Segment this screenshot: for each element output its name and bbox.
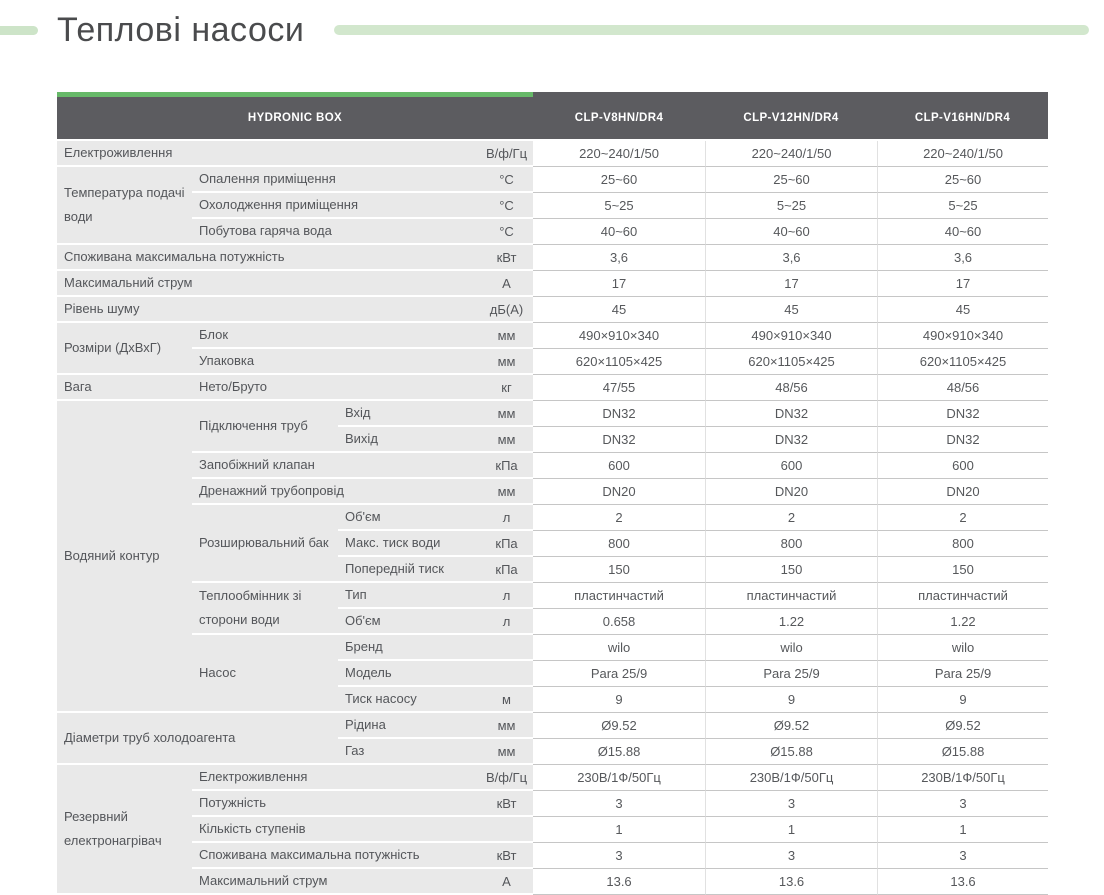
page-title: Теплові насоси: [57, 10, 305, 49]
value-cell: 220~240/1/50: [877, 141, 1048, 167]
value-cell: 3: [705, 843, 877, 869]
spec-label-cell: Тиск насосу: [338, 687, 480, 713]
spec-label-cell: Максимальний струм: [57, 271, 480, 297]
value-cell: пластинчастий: [877, 583, 1048, 609]
header-cell-model-1: CLP-V8HN/DR4: [533, 92, 705, 141]
header-cell-product-group: HYDRONIC BOX: [57, 92, 533, 141]
unit-cell: °C: [480, 167, 533, 193]
category-cell: Температура подачі води: [57, 167, 192, 245]
subcategory-cell: Дренажний трубопровід: [192, 479, 480, 505]
category-cell: Резервний електронагрівач: [57, 765, 192, 895]
spec-label-cell: Об'єм: [338, 609, 480, 635]
title-accent-line-right: [334, 25, 1089, 35]
value-cell: 40~60: [877, 219, 1048, 245]
spec-label-cell: Побутова гаряча вода: [192, 219, 480, 245]
value-cell: 150: [877, 557, 1048, 583]
value-cell: Ø9.52: [533, 713, 705, 739]
value-cell: 47/55: [533, 375, 705, 401]
subcategory-cell: Споживана максимальна потужність: [192, 843, 480, 869]
value-cell: Ø9.52: [705, 713, 877, 739]
unit-cell: кВт: [480, 791, 533, 817]
spec-row: [57, 505, 1048, 531]
unit-cell: мм: [480, 427, 533, 453]
spec-row: [57, 349, 1048, 375]
spec-label-cell: Бренд: [338, 635, 480, 661]
value-cell: 490×910×340: [533, 323, 705, 349]
spec-label-cell: Тип: [338, 583, 480, 609]
spec-label-cell: Модель: [338, 661, 480, 687]
spec-label-cell: Вхід: [338, 401, 480, 427]
value-cell: 17: [705, 271, 877, 297]
value-cell: 5~25: [877, 193, 1048, 219]
unit-cell: мм: [480, 479, 533, 505]
unit-cell: кг: [480, 375, 533, 401]
value-cell: DN32: [705, 427, 877, 453]
spec-row: [57, 271, 1048, 297]
subcategory-cell: Потужність: [192, 791, 480, 817]
unit-cell: [480, 817, 533, 843]
value-cell: 620×1105×425: [705, 349, 877, 375]
value-cell: 230В/1Ф/50Гц: [705, 765, 877, 791]
spec-row: [57, 453, 1048, 479]
spec-label-cell: Блок: [192, 323, 480, 349]
unit-cell: кПа: [480, 531, 533, 557]
spec-row: [57, 401, 1048, 427]
value-cell: 17: [533, 271, 705, 297]
value-cell: 13.6: [533, 869, 705, 895]
value-cell: DN32: [877, 401, 1048, 427]
spec-label-cell: Опалення приміщення: [192, 167, 480, 193]
value-cell: 0.658: [533, 609, 705, 635]
title-accent-dash-left: [0, 26, 38, 35]
value-cell: 25~60: [705, 167, 877, 193]
unit-cell: мм: [480, 401, 533, 427]
unit-cell: мм: [480, 323, 533, 349]
value-cell: 1: [533, 817, 705, 843]
value-cell: Para 25/9: [705, 661, 877, 687]
value-cell: Para 25/9: [877, 661, 1048, 687]
unit-cell: А: [480, 869, 533, 895]
unit-cell: В/ф/Гц: [480, 141, 533, 167]
category-cell: Діаметри труб холодоагента: [57, 713, 338, 765]
spec-label-cell: Охолодження приміщення: [192, 193, 480, 219]
value-cell: 600: [533, 453, 705, 479]
subcategory-cell: Розширювальний бак: [192, 505, 338, 583]
unit-cell: м: [480, 687, 533, 713]
value-cell: 17: [877, 271, 1048, 297]
value-cell: 230В/1Ф/50Гц: [533, 765, 705, 791]
spec-row: [57, 479, 1048, 505]
subcategory-cell: Електроживлення: [192, 765, 480, 791]
spec-row: [57, 635, 1048, 661]
spec-row: [57, 713, 1048, 739]
value-cell: Para 25/9: [533, 661, 705, 687]
spec-label-cell: Вихід: [338, 427, 480, 453]
value-cell: 620×1105×425: [877, 349, 1048, 375]
spec-row: [57, 141, 1048, 167]
value-cell: 9: [877, 687, 1048, 713]
value-cell: DN32: [877, 427, 1048, 453]
value-cell: 25~60: [877, 167, 1048, 193]
value-cell: 3,6: [877, 245, 1048, 271]
value-cell: 3: [877, 843, 1048, 869]
value-cell: 1: [877, 817, 1048, 843]
spec-label-cell: Макс. тиск води: [338, 531, 480, 557]
value-cell: 220~240/1/50: [533, 141, 705, 167]
value-cell: 40~60: [533, 219, 705, 245]
table-header-row: [57, 92, 1048, 141]
value-cell: DN20: [877, 479, 1048, 505]
value-cell: 150: [533, 557, 705, 583]
value-cell: 2: [877, 505, 1048, 531]
spec-row: [57, 791, 1048, 817]
header-cell-model-2: CLP-V12HN/DR4: [705, 92, 877, 141]
value-cell: DN20: [533, 479, 705, 505]
spec-label-cell: Попередній тиск: [338, 557, 480, 583]
value-cell: DN32: [533, 427, 705, 453]
category-cell: Вага: [57, 375, 192, 401]
value-cell: DN32: [533, 401, 705, 427]
value-cell: 13.6: [705, 869, 877, 895]
value-cell: 3: [877, 791, 1048, 817]
value-cell: 150: [705, 557, 877, 583]
value-cell: Ø15.88: [533, 739, 705, 765]
spec-row: [57, 765, 1048, 791]
spec-row: [57, 817, 1048, 843]
unit-cell: В/ф/Гц: [480, 765, 533, 791]
category-cell: Водяний контур: [57, 401, 192, 713]
unit-cell: мм: [480, 739, 533, 765]
subcategory-cell: Підключення труб: [192, 401, 338, 453]
subcategory-cell: Теплообмінник зі сторони води: [192, 583, 338, 635]
spec-label-cell: Електроживлення: [57, 141, 480, 167]
spec-row: [57, 193, 1048, 219]
unit-cell: [480, 661, 533, 687]
value-cell: 1.22: [705, 609, 877, 635]
value-cell: 5~25: [533, 193, 705, 219]
value-cell: 230В/1Ф/50Гц: [877, 765, 1048, 791]
value-cell: wilo: [705, 635, 877, 661]
unit-cell: [480, 635, 533, 661]
value-cell: 3: [533, 791, 705, 817]
value-cell: 13.6: [877, 869, 1048, 895]
header-cell-model-3: CLP-V16HN/DR4: [877, 92, 1048, 141]
unit-cell: л: [480, 505, 533, 531]
value-cell: 3: [533, 843, 705, 869]
spec-label-cell: Рідина: [338, 713, 480, 739]
value-cell: пластинчастий: [533, 583, 705, 609]
page-header: [0, 4, 1104, 56]
spec-row: [57, 583, 1048, 609]
value-cell: 800: [877, 531, 1048, 557]
unit-cell: мм: [480, 349, 533, 375]
value-cell: 620×1105×425: [533, 349, 705, 375]
unit-cell: кПа: [480, 453, 533, 479]
spec-row: [57, 869, 1048, 895]
value-cell: 490×910×340: [877, 323, 1048, 349]
value-cell: 48/56: [877, 375, 1048, 401]
spec-row: [57, 297, 1048, 323]
subcategory-cell: Максимальний струм: [192, 869, 480, 895]
value-cell: Ø9.52: [877, 713, 1048, 739]
spec-label-cell: Нето/Бруто: [192, 375, 480, 401]
value-cell: 45: [705, 297, 877, 323]
category-cell: Розміри (ДхВхГ): [57, 323, 192, 375]
value-cell: 9: [533, 687, 705, 713]
value-cell: 3,6: [533, 245, 705, 271]
value-cell: 40~60: [705, 219, 877, 245]
value-cell: DN20: [705, 479, 877, 505]
value-cell: Ø15.88: [877, 739, 1048, 765]
unit-cell: кПа: [480, 557, 533, 583]
subcategory-cell: Кількість ступенів: [192, 817, 480, 843]
unit-cell: кВт: [480, 245, 533, 271]
value-cell: 3,6: [705, 245, 877, 271]
spec-row: [57, 375, 1048, 401]
value-cell: DN32: [705, 401, 877, 427]
value-cell: wilo: [533, 635, 705, 661]
value-cell: 45: [877, 297, 1048, 323]
unit-cell: мм: [480, 713, 533, 739]
spec-row: [57, 843, 1048, 869]
unit-cell: °C: [480, 219, 533, 245]
unit-cell: °C: [480, 193, 533, 219]
value-cell: wilo: [877, 635, 1048, 661]
value-cell: 45: [533, 297, 705, 323]
spec-row: [57, 245, 1048, 271]
value-cell: пластинчастий: [705, 583, 877, 609]
spec-label-cell: Упаковка: [192, 349, 480, 375]
value-cell: 2: [705, 505, 877, 531]
value-cell: 25~60: [533, 167, 705, 193]
spec-row: [57, 219, 1048, 245]
value-cell: 490×910×340: [705, 323, 877, 349]
spec-row: [57, 167, 1048, 193]
spec-label-cell: Об'єм: [338, 505, 480, 531]
unit-cell: л: [480, 609, 533, 635]
value-cell: 2: [533, 505, 705, 531]
value-cell: 5~25: [705, 193, 877, 219]
value-cell: 1: [705, 817, 877, 843]
value-cell: 9: [705, 687, 877, 713]
subcategory-cell: Насос: [192, 635, 338, 713]
spec-row: [57, 323, 1048, 349]
value-cell: 48/56: [705, 375, 877, 401]
unit-cell: дБ(А): [480, 297, 533, 323]
value-cell: 600: [877, 453, 1048, 479]
spec-label-cell: Газ: [338, 739, 480, 765]
spec-label-cell: Споживана максимальна потужність: [57, 245, 480, 271]
spec-label-cell: Рівень шуму: [57, 297, 480, 323]
value-cell: 220~240/1/50: [705, 141, 877, 167]
value-cell: 800: [533, 531, 705, 557]
value-cell: 1.22: [877, 609, 1048, 635]
value-cell: 3: [705, 791, 877, 817]
value-cell: 600: [705, 453, 877, 479]
subcategory-cell: Запобіжний клапан: [192, 453, 480, 479]
unit-cell: кВт: [480, 843, 533, 869]
specs-table: [57, 92, 1048, 895]
unit-cell: А: [480, 271, 533, 297]
unit-cell: л: [480, 583, 533, 609]
value-cell: Ø15.88: [705, 739, 877, 765]
value-cell: 800: [705, 531, 877, 557]
